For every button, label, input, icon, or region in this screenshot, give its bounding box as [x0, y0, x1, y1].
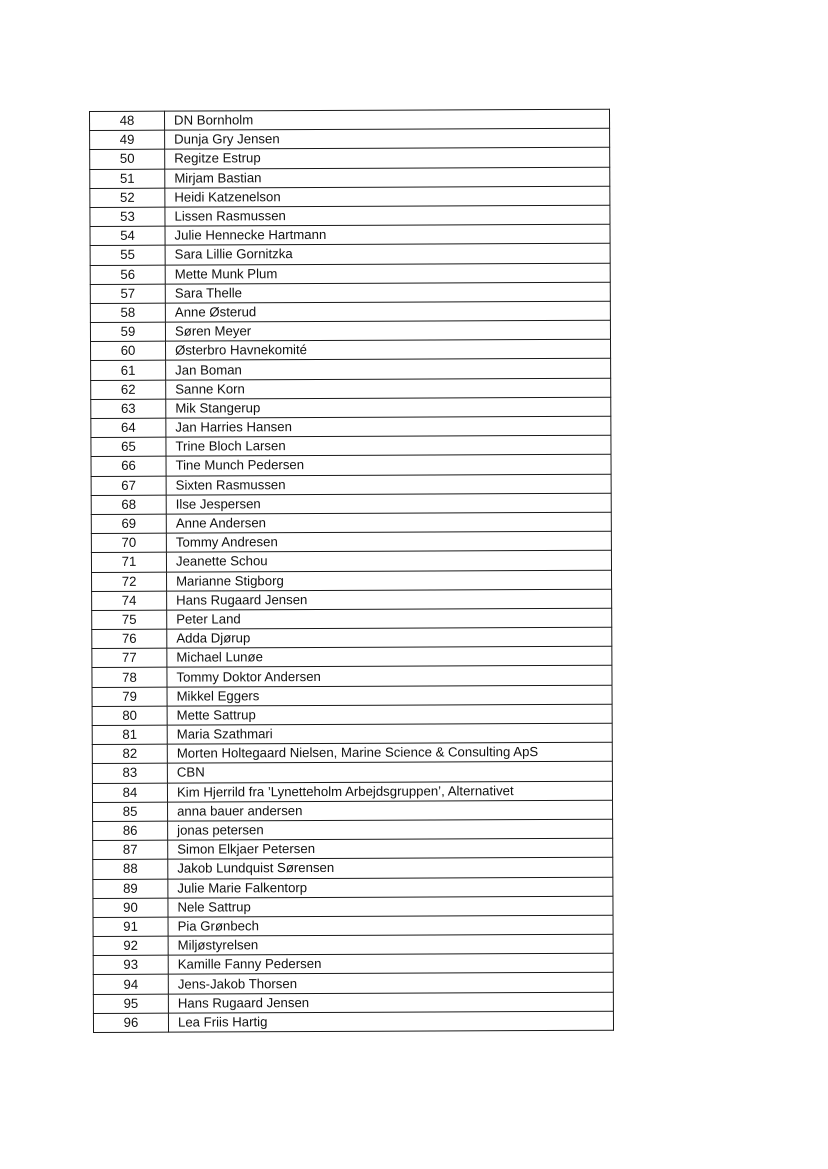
row-number: 90: [93, 898, 168, 918]
respondent-name: Miljøstyrelsen: [168, 934, 613, 955]
row-number: 92: [93, 936, 168, 956]
table-row: [90, 320, 610, 341]
respondent-name: Regitze Estrup: [165, 148, 610, 169]
table-row: [91, 493, 611, 514]
row-number: 76: [92, 629, 167, 649]
respondent-name: Mik Stangerup: [166, 397, 611, 418]
respondent-name: jonas petersen: [168, 819, 613, 840]
row-number: 55: [90, 245, 165, 265]
table-row: [92, 589, 612, 610]
row-number: 61: [91, 361, 166, 381]
table-row: [90, 282, 610, 303]
table-row: [92, 666, 612, 687]
row-number: 91: [93, 917, 168, 937]
table-row: [92, 570, 612, 591]
respondent-name: Jan Harries Hansen: [166, 416, 611, 437]
respondent-name: CBN: [167, 762, 612, 783]
row-number: 59: [90, 322, 165, 342]
table-row: [90, 301, 610, 322]
row-number: 57: [90, 284, 165, 304]
respondent-name: Sara Thelle: [165, 282, 610, 303]
respondent-name: DN Bornholm: [165, 109, 610, 130]
respondent-name: Hans Rugaard Jensen: [168, 992, 613, 1013]
respondent-name: Tine Munch Pedersen: [166, 455, 611, 476]
table-row: [91, 512, 611, 533]
table-row: [92, 685, 612, 706]
table-row: [91, 339, 611, 360]
respondent-name: Tommy Andresen: [166, 531, 611, 552]
respondent-name: Dunja Gry Jensen: [165, 128, 610, 149]
row-number: 74: [92, 591, 167, 611]
respondent-name: Jeanette Schou: [166, 551, 611, 572]
respondent-name: Sara Lillie Gornitzka: [165, 244, 610, 265]
table-row: [92, 646, 612, 667]
table-row: [90, 167, 610, 188]
respondent-name: Kamille Fanny Pedersen: [168, 953, 613, 974]
row-number: 71: [91, 552, 166, 572]
table-row: [93, 877, 613, 898]
row-number: 68: [91, 495, 166, 515]
table-row: [90, 109, 610, 130]
row-number: 50: [90, 150, 165, 170]
respondent-name: Peter Land: [167, 608, 612, 629]
table-row: [92, 781, 612, 802]
respondent-name: Maria Szathmari: [167, 723, 612, 744]
row-number: 84: [92, 783, 167, 803]
table-row: [93, 819, 613, 840]
row-number: 94: [93, 975, 168, 995]
respondent-name: Søren Meyer: [165, 320, 610, 341]
respondent-name: Julie Hennecke Hartmann: [165, 224, 610, 245]
row-number: 67: [91, 476, 166, 496]
respondent-name: Anne Andersen: [166, 512, 611, 533]
row-number: 93: [93, 955, 168, 975]
table-row: [93, 934, 613, 955]
table-row: [93, 1011, 613, 1032]
row-number: 58: [90, 303, 165, 323]
row-number: 62: [91, 380, 166, 400]
row-number: 64: [91, 418, 166, 438]
row-number: 83: [92, 764, 167, 784]
row-number: 79: [92, 687, 167, 707]
respondent-name: Michael Lunøe: [167, 646, 612, 667]
respondent-name: Lea Friis Hartig: [168, 1011, 613, 1032]
row-number: 78: [92, 668, 167, 688]
row-number: 63: [91, 399, 166, 419]
table-row: [91, 455, 611, 476]
table-row: [92, 608, 612, 629]
table-row: [91, 531, 611, 552]
table-row: [91, 397, 611, 418]
respondent-name: Østerbro Havnekomité: [166, 339, 611, 360]
table-row: [90, 128, 610, 149]
row-number: 69: [91, 514, 166, 534]
row-number: 53: [90, 207, 165, 227]
table-row: [90, 244, 610, 265]
respondent-name: Heidi Katzenelson: [165, 186, 610, 207]
table-row: [90, 224, 610, 245]
respondent-name: Tommy Doktor Andersen: [167, 666, 612, 687]
respondent-name: Mikkel Eggers: [167, 685, 612, 706]
respondent-name: Lissen Rasmussen: [165, 205, 610, 226]
row-number: 95: [93, 994, 168, 1014]
respondent-name: Simon Elkjaer Petersen: [168, 838, 613, 859]
table-row: [92, 627, 612, 648]
table-row: [93, 800, 613, 821]
respondent-name: Mette Munk Plum: [165, 263, 610, 284]
table-body: [90, 109, 614, 1032]
table-row: [91, 551, 611, 572]
table-row: [90, 205, 610, 226]
respondent-name: Mirjam Bastian: [165, 167, 610, 188]
row-number: 89: [93, 879, 168, 899]
table-row: [92, 704, 612, 725]
table-row: [91, 474, 611, 495]
row-number: 96: [93, 1013, 168, 1033]
respondent-name: Morten Holtegaard Nielsen, Marine Science & Consulting ApS: [167, 742, 612, 763]
respondent-name: Ilse Jespersen: [166, 493, 611, 514]
row-number: 72: [92, 572, 167, 592]
row-number: 81: [92, 725, 167, 745]
respondent-name: Mette Sattrup: [167, 704, 612, 725]
table-row: [92, 762, 612, 783]
respondent-name: Sanne Korn: [166, 378, 611, 399]
table-row: [91, 378, 611, 399]
table-row: [93, 838, 613, 859]
table-row: [90, 186, 610, 207]
table-row: [90, 263, 610, 284]
respondent-name: Marianne Stigborg: [167, 570, 612, 591]
row-number: 51: [90, 169, 165, 189]
respondent-name: Sixten Rasmussen: [166, 474, 611, 495]
row-number: 75: [92, 610, 167, 630]
respondent-table: [89, 109, 614, 1033]
row-number: 60: [91, 341, 166, 361]
row-number: 86: [93, 821, 168, 841]
table-row: [90, 148, 610, 169]
table-row: [93, 992, 613, 1013]
respondent-name: Nele Sattrup: [168, 896, 613, 917]
respondent-name: Hans Rugaard Jensen: [167, 589, 612, 610]
row-number: 82: [92, 744, 167, 764]
respondent-name: Jan Boman: [166, 359, 611, 380]
row-number: 80: [92, 706, 167, 726]
table-row: [92, 723, 612, 744]
respondent-name: anna bauer andersen: [168, 800, 613, 821]
table-row: [93, 953, 613, 974]
respondent-name: Jens-Jakob Thorsen: [168, 973, 613, 994]
row-number: 56: [90, 265, 165, 285]
table-row: [93, 915, 613, 936]
respondent-name: Pia Grønbech: [168, 915, 613, 936]
row-number: 54: [90, 226, 165, 246]
row-number: 52: [90, 188, 165, 208]
row-number: 66: [91, 457, 166, 477]
table-row: [91, 359, 611, 380]
respondent-name: Julie Marie Falkentorp: [168, 877, 613, 898]
row-number: 85: [93, 802, 168, 822]
respondent-name: Jakob Lundquist Sørensen: [168, 858, 613, 879]
respondent-name: Trine Bloch Larsen: [166, 435, 611, 456]
row-number: 49: [90, 130, 165, 150]
respondent-name: Adda Djørup: [167, 627, 612, 648]
table-row: [91, 435, 611, 456]
table-row: [91, 416, 611, 437]
row-number: 87: [93, 840, 168, 860]
row-number: 88: [93, 859, 168, 879]
row-number: 65: [91, 437, 166, 457]
respondent-name: Anne Østerud: [165, 301, 610, 322]
table-row: [92, 742, 612, 763]
row-number: 48: [90, 111, 165, 131]
table-row: [93, 973, 613, 994]
respondent-name: Kim Hjerrild fra ’Lynetteholm Arbejdsgruppen’, Alternativet: [167, 781, 612, 802]
row-number: 77: [92, 648, 167, 668]
table-row: [93, 858, 613, 879]
table-row: [93, 896, 613, 917]
row-number: 70: [91, 533, 166, 553]
